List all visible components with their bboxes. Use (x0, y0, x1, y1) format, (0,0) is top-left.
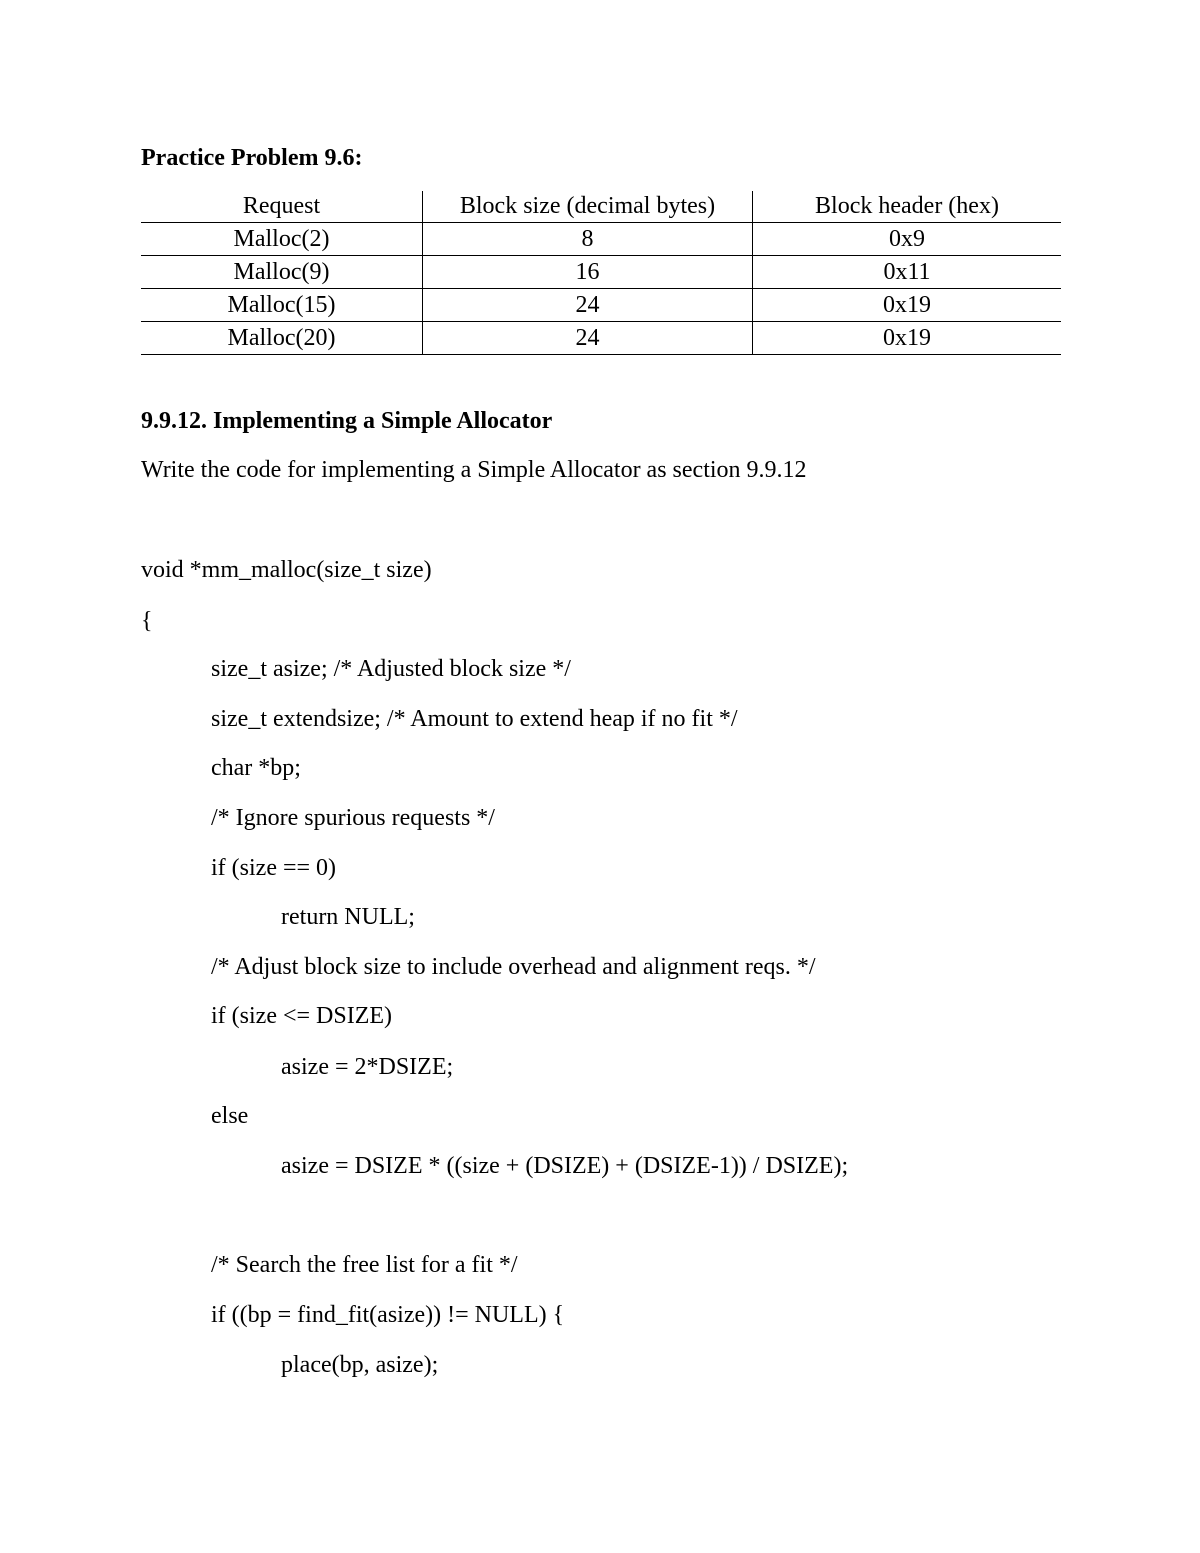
cell-request: Malloc(9) (141, 256, 423, 289)
cell-block-size: 16 (423, 256, 753, 289)
table-row (141, 256, 1061, 289)
cell-block-header: 0x9 (753, 223, 1062, 256)
cell-block-header: 0x19 (753, 289, 1062, 322)
code-line: size_t asize; /* Adjusted block size */ (211, 656, 571, 682)
cell-block-header: 0x11 (753, 256, 1062, 289)
instruction-text: Write the code for implementing a Simple Allocator as section 9.9.12 (141, 457, 807, 483)
header-request: Request (141, 191, 423, 223)
code-line: place(bp, asize); (281, 1352, 439, 1378)
table-row (141, 322, 1061, 355)
cell-block-size: 24 (423, 322, 753, 355)
code-line: { (141, 608, 153, 634)
code-line: else (211, 1103, 249, 1129)
code-line: size_t extendsize; /* Amount to extend heap if no fit */ (211, 706, 738, 732)
cell-block-header: 0x19 (753, 322, 1062, 355)
header-block-size: Block size (decimal bytes) (423, 191, 753, 223)
code-line: /* Ignore spurious requests */ (211, 805, 495, 831)
table-row (141, 289, 1061, 322)
practice-problem-title: Practice Problem 9.6: (141, 145, 363, 171)
code-line: char *bp; (211, 755, 301, 781)
request-block-table (141, 191, 1061, 355)
cell-block-size: 24 (423, 289, 753, 322)
code-line: asize = DSIZE * ((size + (DSIZE) + (DSIZE-1)) / DSIZE); (281, 1153, 849, 1179)
code-line: if (size <= DSIZE) (211, 1003, 393, 1029)
code-line: void *mm_malloc(size_t size) (141, 557, 432, 583)
code-line: asize = 2*DSIZE; (281, 1054, 454, 1080)
cell-request: Malloc(15) (141, 289, 423, 322)
code-line: /* Adjust block size to include overhead and alignment reqs. */ (211, 954, 816, 980)
cell-request: Malloc(2) (141, 223, 423, 256)
code-line: return NULL; (281, 904, 415, 930)
code-line: if (size == 0) (211, 855, 337, 881)
code-line: if ((bp = find_fit(asize)) != NULL) { (211, 1302, 565, 1328)
cell-request: Malloc(20) (141, 322, 423, 355)
section-title: 9.9.12. Implementing a Simple Allocator (141, 408, 553, 434)
code-line: /* Search the free list for a fit */ (211, 1252, 518, 1278)
cell-block-size: 8 (423, 223, 753, 256)
table-row (141, 223, 1061, 256)
header-block-header: Block header (hex) (753, 191, 1062, 223)
table-header-row (141, 191, 1061, 223)
